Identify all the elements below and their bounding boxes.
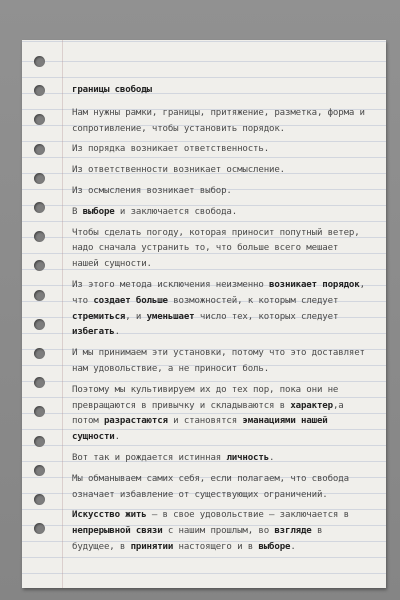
text-run: В <box>72 206 83 217</box>
text-run: Мы обманываем самих себя, если полагаем, что свобода означает избавление от существующих ограничений. <box>72 473 349 500</box>
paragraph-list <box>72 106 370 556</box>
paragraph <box>72 508 370 555</box>
binder-hole <box>34 231 45 242</box>
text-run: Из ответственности возникает осмысление. <box>72 165 285 176</box>
binder-hole <box>34 85 45 96</box>
binder-hole <box>34 290 45 301</box>
binder-hole <box>34 173 45 184</box>
text-run: настоящего и в <box>173 541 259 552</box>
paragraph <box>72 106 370 138</box>
text-run: . <box>269 452 275 463</box>
bold-text: взгляде <box>274 526 312 537</box>
bold-text: непрерывной связи <box>72 526 163 537</box>
margin-line <box>62 40 63 588</box>
binder-hole <box>34 319 45 330</box>
bold-text: эманациями нашей сущности <box>72 416 328 443</box>
paragraph <box>72 451 370 467</box>
text-run: и становятся <box>167 416 243 427</box>
text-run: ,а потом <box>72 400 344 427</box>
paragraph <box>72 205 370 221</box>
bold-text: создает больше <box>93 295 168 306</box>
bold-text: выборе <box>82 206 115 217</box>
binder-hole <box>34 260 45 271</box>
text-run: Из осмысления возникает выбор. <box>72 185 232 196</box>
text-run: возможностей, к которым следует <box>167 295 339 306</box>
page-text <box>72 83 370 561</box>
text-run: и заключается свобода. <box>114 206 238 217</box>
binder-hole <box>34 406 45 417</box>
bold-text: характер <box>290 400 333 411</box>
paragraph <box>72 346 370 378</box>
text-run: с нашим прошлым, во <box>162 526 275 537</box>
bold-text: личность <box>226 452 270 463</box>
text-run: И мы принимаем эти установки, потому что это доставляет нам удовольствие, а не приносит боль. <box>72 348 365 374</box>
binder-hole <box>34 377 45 388</box>
bold-text: уменьшает <box>146 311 195 322</box>
text-run: Нам нужны рамки, границы, притяжение, разметка, форма и сопротивление, чтобы установить порядок. <box>72 107 365 134</box>
page-title: границы свободы <box>72 85 152 95</box>
text-run: – в свое удовольствие – заключается в <box>146 510 349 521</box>
text-run: , что <box>72 279 365 306</box>
text-run: Чтобы сделать погоду, которая приносит попутный ветер, надо сначала устранить то, что больше всего мешает нашей сущности. <box>72 227 360 270</box>
binder-hole <box>34 56 45 67</box>
bold-text: выборе <box>258 541 291 552</box>
binder-hole <box>34 465 45 476</box>
paragraph <box>72 383 370 446</box>
text-run: . <box>114 432 120 443</box>
binder-hole <box>34 114 45 125</box>
bold-text: принятии <box>130 541 174 552</box>
binder-hole <box>34 202 45 213</box>
binder-hole <box>34 348 45 359</box>
bold-text: Искусство жить <box>72 510 147 521</box>
binder-hole <box>34 523 45 534</box>
bold-text: избегать <box>72 327 115 338</box>
text-run: Из порядка возникает ответственность. <box>72 144 270 155</box>
text-run: , и <box>125 311 147 322</box>
binder-hole <box>34 494 45 505</box>
paragraph <box>72 472 370 504</box>
text-run: Вот так и рождается истинная <box>72 452 227 463</box>
paragraph <box>72 163 370 179</box>
paragraph <box>72 184 370 200</box>
text-run: Поэтому мы культивируем их до тех пор, пока они не превращаются в привычку и складываются в <box>72 384 339 411</box>
bold-text: возникает порядок <box>269 279 360 290</box>
binder-hole <box>34 436 45 447</box>
text-run: число тех, которых следует <box>194 311 339 322</box>
binder-hole <box>34 144 45 155</box>
paragraph <box>72 142 370 158</box>
notebook-page <box>22 40 386 588</box>
text-run: . <box>114 327 120 338</box>
bold-text: стремиться <box>72 311 126 322</box>
paragraph <box>72 226 370 273</box>
bold-text: разрастаются <box>103 416 168 427</box>
paragraph <box>72 278 370 341</box>
text-run: . <box>290 541 296 552</box>
text-run: Из этого метода исключения неизменно <box>72 279 270 290</box>
text-run: в будущее, в <box>72 526 323 552</box>
